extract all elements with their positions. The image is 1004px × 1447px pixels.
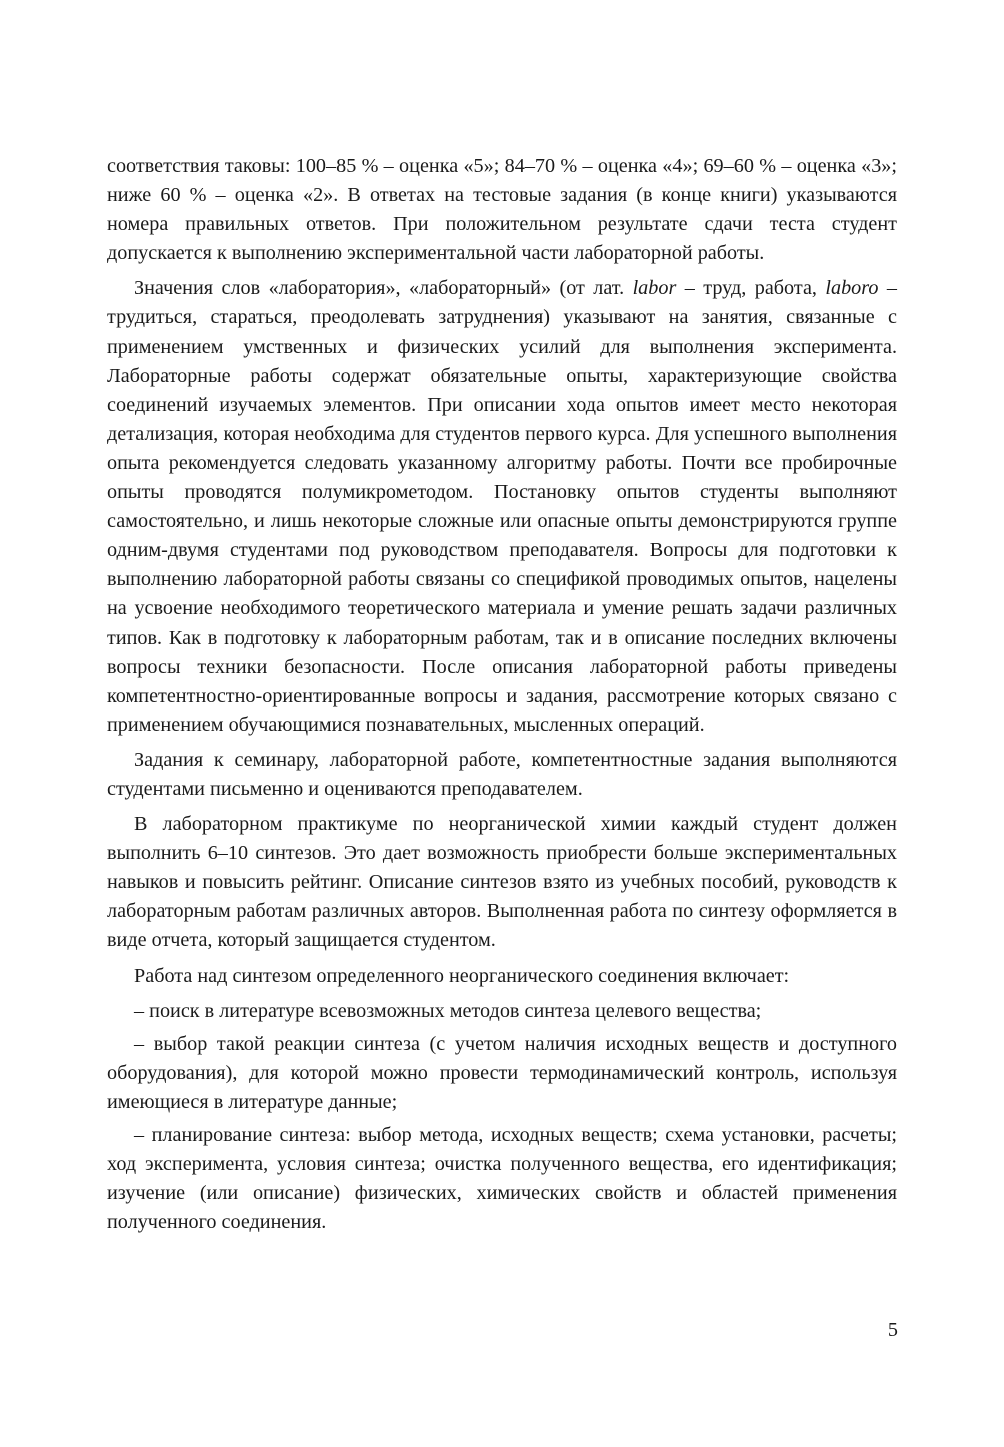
list-item: – выбор такой реакции синтеза (с учетом наличия исходных веществ и доступного оборудования), для которой можно провести термодинамический контроль, используя имеющиеся в литературе данные; xyxy=(107,1032,897,1113)
paragraph-laboratory-text-3: – трудиться, стараться, преодолевать затруднения) указывают на занятия, связанные с применением умственных и физических усилий для выполнения эксперимента. Лабораторные работы содержат обязательные опыты, характеризующие свойства соединений изучаемых элементов. При описании хода опытов имеет место некоторая детализация, которая необходима для студентов первого курса. Для успешного выполнения опыта рекомендуется следовать указанному алгоритму работы. Почти все пробирочные опыты проводятся полумикрометодом. Постановку опытов студенты выполняют самостоятельно, и лишь некоторые сложные или опасные опыты демонстрируются группе одним-двумя студентами под руководством преподавателя. Вопросы для подготовки к выполнению лабораторной работы связаны со спецификой проводимых опытов, нацелены на усвоение необходимого теоретического материала и умение решать задачи различных типов. Как в подготовку к лабораторным работам, так и в описание последних включены вопросы техники безопасности. После описания лабораторной работы приведены компетентностно-ориентированные вопросы и задания, рассмотрение которых связано с применением обучающимися познавательных, мысленных операций. xyxy=(107,277,898,736)
page-number: 5 xyxy=(887,1319,898,1341)
list-item: – поиск в литературе всевозможных методов синтеза целевого вещества; xyxy=(134,999,762,1022)
paragraph-syntheses: В лабораторном практикуме по неорганической химии каждый студент должен выполнить 6–10 синтезов. Это дает возможность приобрести больше экспериментальных навыков и повысить рейтинг. Описание синтезов взято из учебных пособий, руководств к лабораторным работам различных авторов. Выполненная работа по синтезу оформляется в виде отчета, который защищается студентом. xyxy=(107,813,897,952)
paragraph-laboratory-text-2: – труд, работа, xyxy=(676,277,826,300)
paragraph-synthesis-work: Работа над синтезом определенного неорганического соединения включает: xyxy=(134,964,790,987)
page-body xyxy=(107,152,897,1241)
latin-term-laboro: laboro xyxy=(825,277,879,300)
paragraph-laboratory-text-1: Значения слов «лаборатория», «лабораторный» (от лат. xyxy=(134,277,633,300)
paragraph-laboratory-meaning xyxy=(107,274,897,740)
list-item: – планирование синтеза: выбор метода, исходных веществ; схема установки, расчеты; ход эксперимента, условия синтеза; очистка полученного вещества, его идентификация; изучение (или описание) физических, химических свойств и областей применения полученного соединения. xyxy=(107,1124,897,1234)
latin-term-labor: labor xyxy=(632,277,677,300)
paragraph-grading: соответствия таковы: 100–85 % – оценка «5»; 84–70 % – оценка «4»; 69–60 % – оценка «3»; ниже 60 % – оценка «2». В ответах на тестовые задания (в конце книги) указываются номера правильных ответов. При положительном результате сдачи теста студент допускается к выполнению экспериментальной части лабораторной работы. xyxy=(107,155,897,265)
paragraph-seminar-tasks: Задания к семинару, лабораторной работе, компетентностные задания выполняются студентами письменно и оцениваются преподавателем. xyxy=(107,748,897,800)
